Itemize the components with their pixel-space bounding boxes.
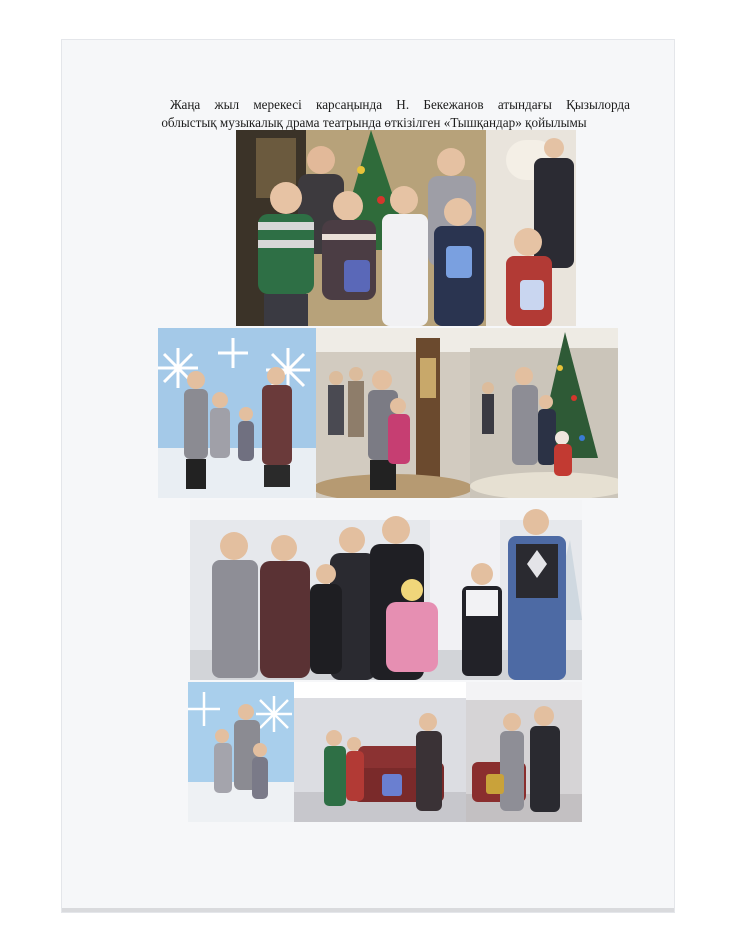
photo-snowflake-backdrop [158, 328, 316, 498]
photo-christmas-tree-group [236, 130, 576, 326]
sheet-bottom-edge [62, 908, 674, 912]
photo-snowflake-backdrop-small [188, 682, 294, 822]
caption-line-2: облыстық музыкалық драма театрында өткізілген «Тышқандар» қойылымы [161, 115, 587, 130]
photo-christmas-tree-lobby [470, 328, 618, 498]
photo-hall-group [190, 500, 582, 680]
photo-sofa-room-2 [466, 682, 582, 822]
photo-caption [110, 96, 630, 132]
photo-sofa-room [294, 682, 466, 822]
caption-line-1: Жаңа жыл мерекесі карсаңында Н. Бекежанов атындағы Қызылорда [170, 97, 630, 112]
photo-lobby-column [316, 328, 470, 498]
